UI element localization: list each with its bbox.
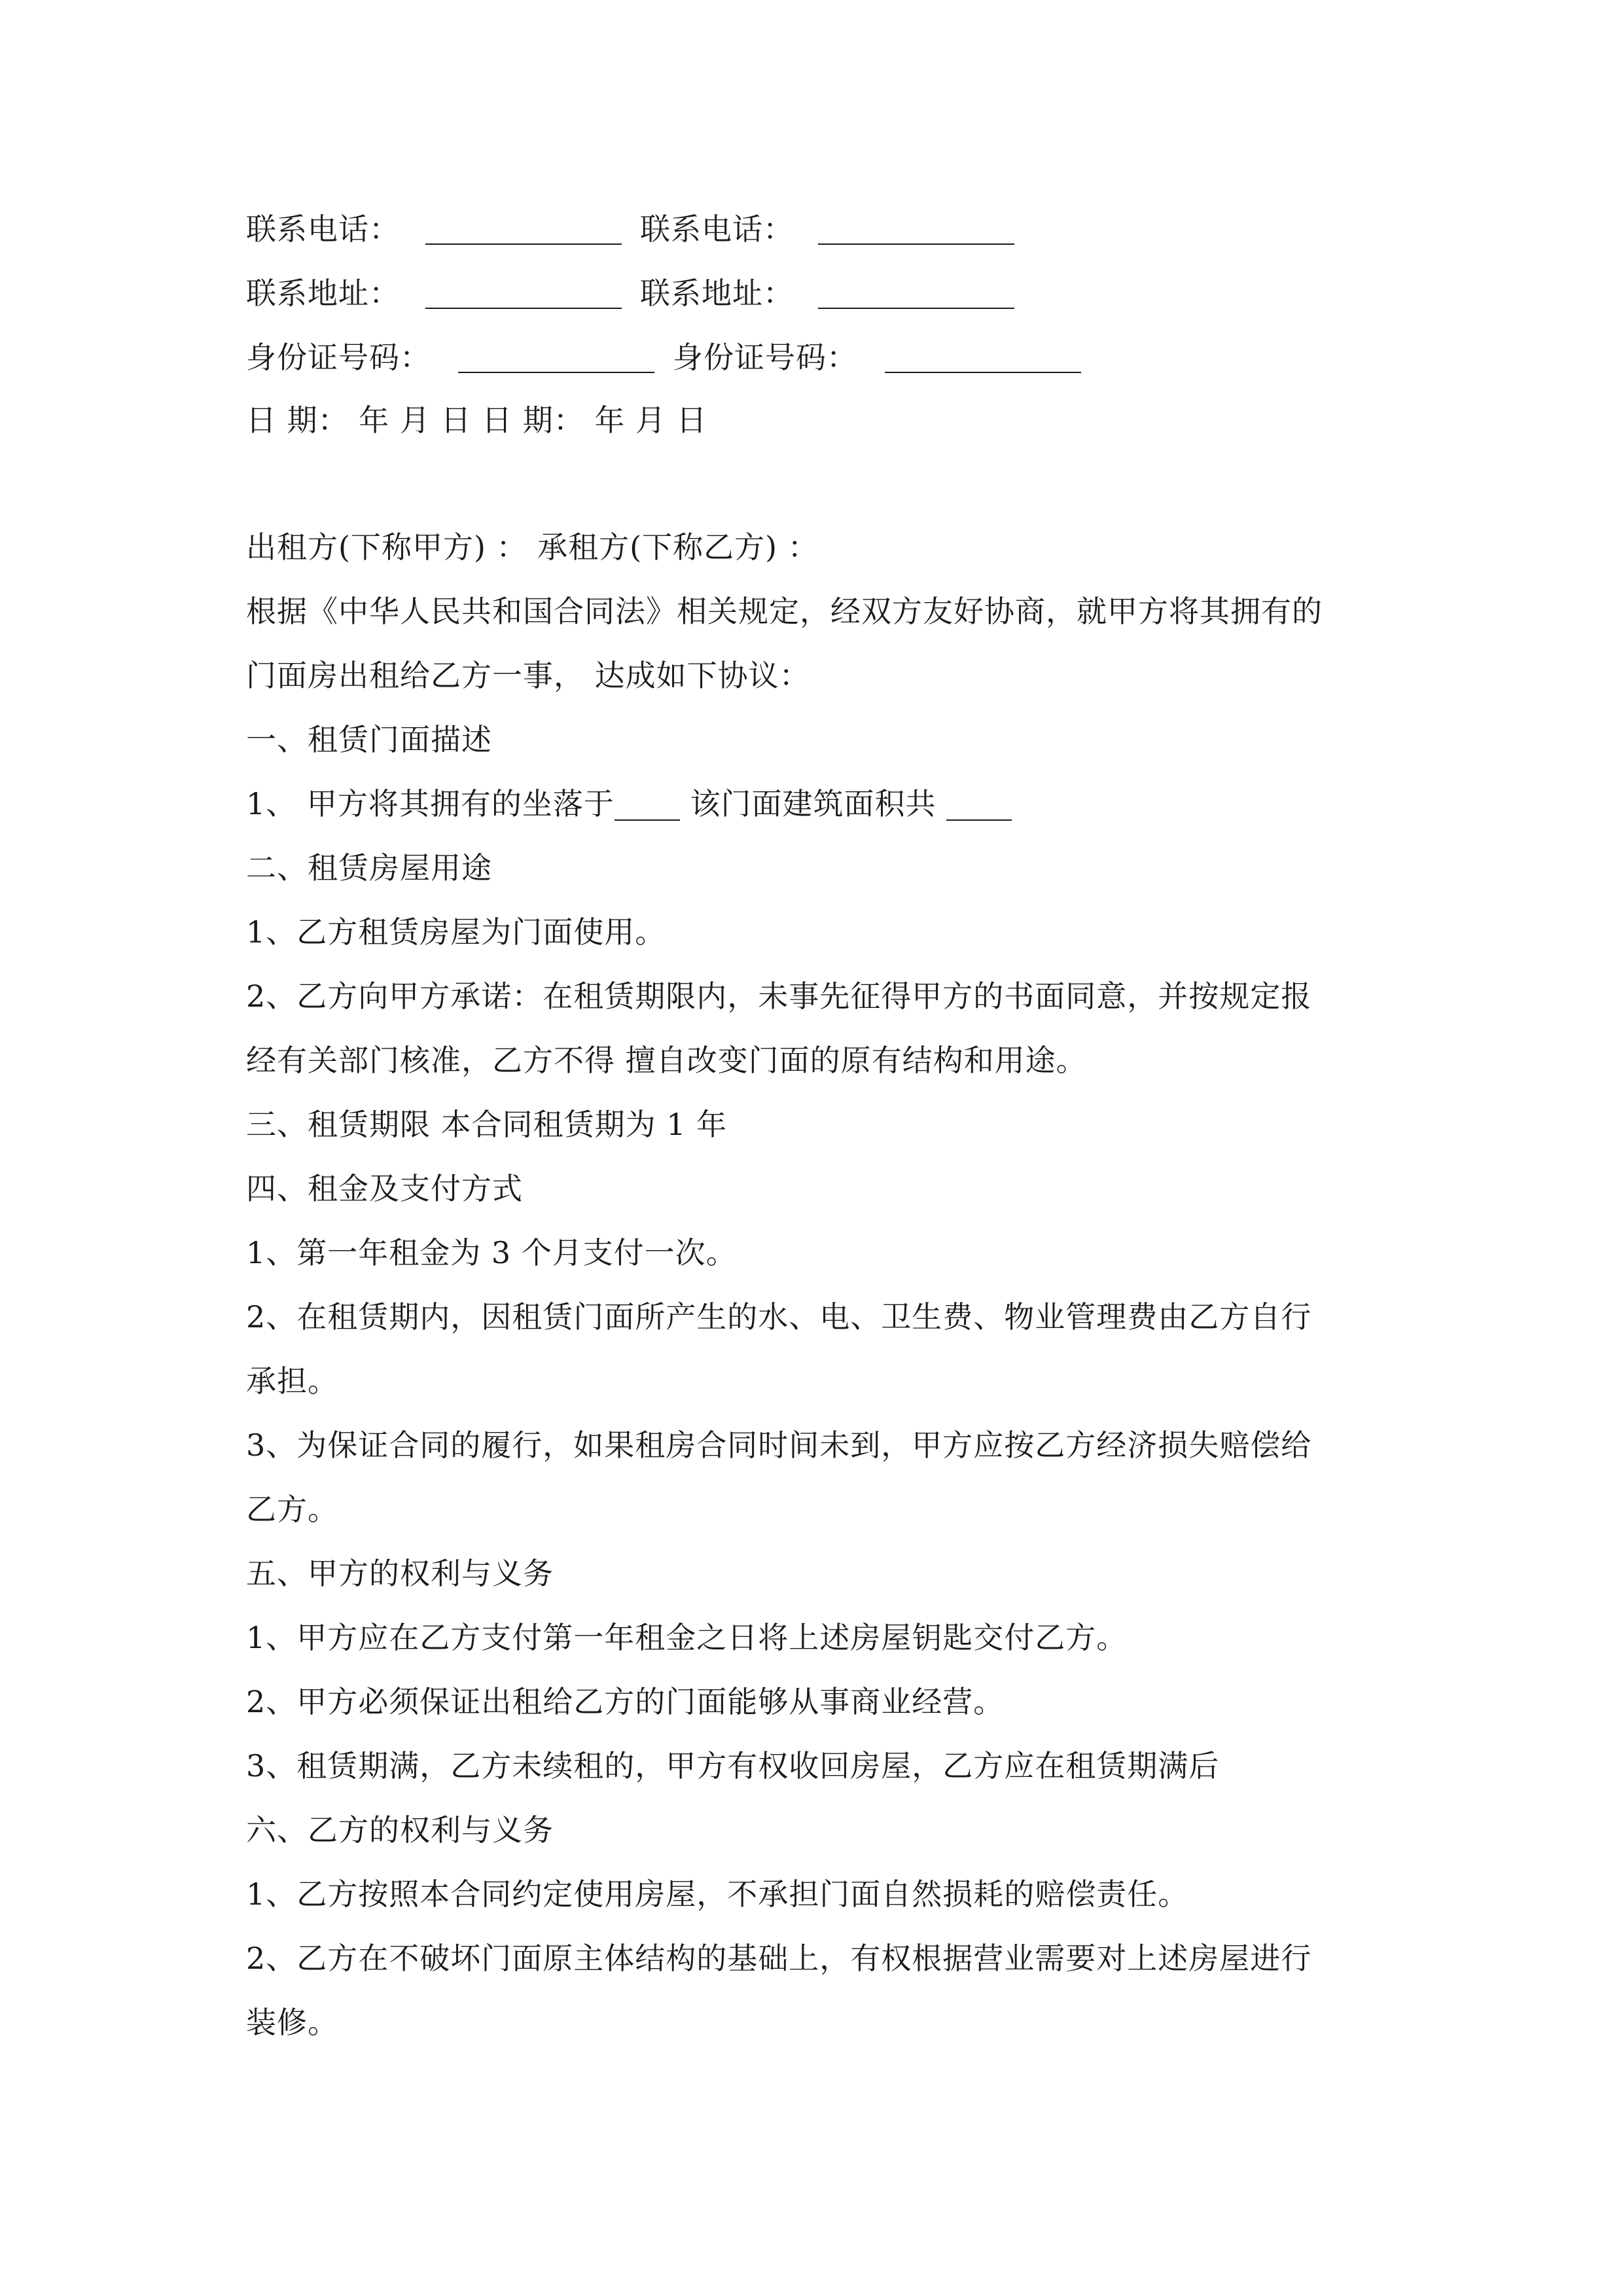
section-5-title: 五、甲方的权利与义务 [246, 1556, 554, 1591]
section-5-item-1: 1、甲方应在乙方支付第一年租金之日将上述房屋钥匙交付乙方。 [246, 1620, 1128, 1655]
phone-blank-lessor [425, 243, 622, 245]
area-blank [946, 819, 1012, 821]
section-4-item-3-line-2: 乙方。 [246, 1492, 338, 1527]
section-4-item-2-line-1: 2、在租赁期内，因租赁门面所产生的水、电、卫生费、物业管理费由乙方自行 [246, 1299, 1312, 1335]
section-4-item-2-line-2: 承担。 [246, 1363, 338, 1399]
section-5-item-2: 2、甲方必须保证出租给乙方的门面能够从事商业经营。 [246, 1684, 1005, 1719]
date-line: 日 期： 年 月 日 日 期： 年 月 日 [246, 403, 707, 438]
parties-line: 出租方(下称甲方) ： 承租方(下称乙方) ： [246, 529, 819, 565]
id-blank-lessor [458, 372, 654, 373]
phone-blank-lessee [818, 243, 1014, 245]
section-6-title: 六、乙方的权利与义务 [246, 1812, 554, 1848]
section-4-item-1: 1、第一年租金为 3 个月支付一次。 [246, 1235, 737, 1270]
address-blank-lessor [425, 308, 622, 309]
section-1-item-1 [246, 784, 1012, 823]
phone-label-lessee: 联系电话： [640, 211, 794, 247]
address-blank-lessee [818, 308, 1014, 309]
section-6-item-2-line-1: 2、乙方在不破坏门面原主体结构的基础上，有权根据营业需要对上述房屋进行 [246, 1941, 1312, 1976]
id-label-lessee: 身份证号码： [673, 340, 857, 375]
section-1-item-1-text-b: 该门面建筑面积共 [679, 786, 947, 821]
section-2-item-2-line-1: 2、乙方向甲方承诺：在租赁期限内，未事先征得甲方的书面同意，并按规定报 [246, 978, 1312, 1014]
address-label-lessor: 联系地址： [246, 276, 400, 311]
section-6-item-1: 1、乙方按照本合同约定使用房屋，不承担门面自然损耗的赔偿责任。 [246, 1876, 1189, 1912]
section-5-item-3: 3、租赁期满，乙方未续租的，甲方有权收回房屋，乙方应在租赁期满后 [246, 1748, 1220, 1784]
section-1-item-1-text-a: 1、 甲方将其拥有的坐落于 [246, 786, 615, 821]
section-2-title: 二、租赁房屋用途 [246, 850, 492, 886]
intro-line-2: 门面房出租给乙方一事， 达成如下协议： [246, 658, 810, 693]
section-2-item-1: 1、乙方租赁房屋为门面使用。 [246, 914, 666, 950]
section-3-title: 三、租赁期限 本合同租赁期为 1 年 [246, 1107, 728, 1142]
section-4-item-3-line-1: 3、为保证合同的履行，如果租房合同时间未到，甲方应按乙方经济损失赔偿给 [246, 1427, 1312, 1463]
id-blank-lessee [885, 372, 1081, 373]
location-blank [615, 819, 680, 821]
phone-label-lessor: 联系电话： [246, 211, 400, 247]
section-1-title: 一、租赁门面描述 [246, 722, 492, 757]
intro-line-1: 根据《中华人民共和国合同法》相关规定，经双方友好协商，就甲方将其拥有的 [246, 594, 1323, 629]
section-2-item-2-line-2: 经有关部门核准，乙方不得 擅自改变门面的原有结构和用途。 [246, 1043, 1087, 1078]
id-label-lessor: 身份证号码： [246, 340, 431, 375]
section-6-item-2-line-2: 装修。 [246, 2005, 338, 2040]
address-label-lessee: 联系地址： [640, 276, 794, 311]
section-4-title: 四、租金及支付方式 [246, 1171, 523, 1206]
